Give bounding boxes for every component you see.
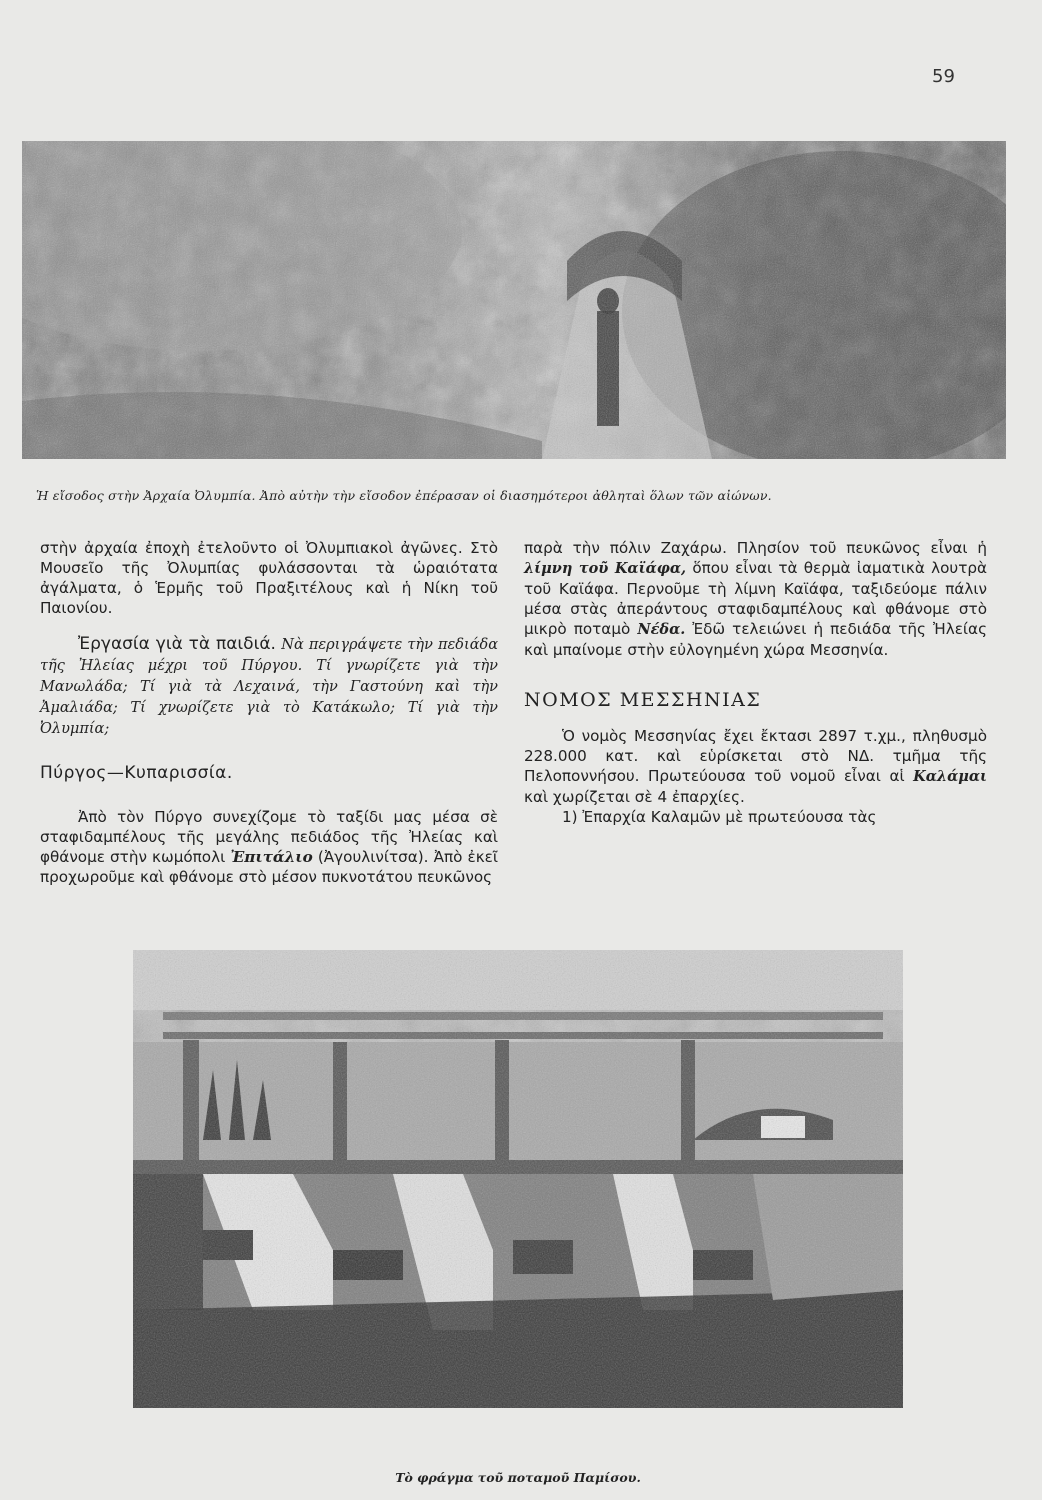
- eparchy-paragraph: 1) Ἐπαρχία Καλαμῶν μὲ πρωτεύουσα τὰς: [562, 808, 877, 826]
- kalamai-capital-name: Καλάμαι: [913, 768, 988, 785]
- olympia-entrance-illustration: [22, 141, 1006, 459]
- right-column: [524, 538, 987, 827]
- olympia-entrance-photo: [22, 141, 1006, 459]
- exercise-text: Νὰ περιγράψετε τὴν πεδιάδα τῆς Ἠλείας μέχρι τοῦ Πύργου. Τί γνωρίζετε γιὰ τὴν Μανωλάδα; Τί γιὰ τὰ Λεχαινά, τὴν Γαστούνη καὶ τὴν Ἀμαλιάδα; Τί χνωρίζετε γιὰ τὸ Κατάκωλο; Τί γιὰ τὴν Ὀλυμπία;: [40, 637, 499, 737]
- olympia-paragraph: στὴν ἀρχαία ἐποχὴ ἐτελοῦντο οἱ Ὀλυμπιακοὶ ἀγῶνες. Στὸ Μουσεῖο τῆς Ὀλυμπίας φυλάσσονται τὰ ὡραιότατα ἀγάλματα, ὁ Ἑρμῆς τοῦ Πραξιτέλους καὶ ἡ Νίκη τοῦ Παιονίου.: [40, 539, 498, 617]
- kaiafa-text-b: ὅπου εἶναι τὰ θερμὰ ἰαματικὰ λουτρὰ τοῦ Καϊάφα. Περνοῦμε τὴ λίμνη Καϊάφα, ταξιδεύομε πάλιν μέσα στὰς ἀπεράντους σταφιδαμπέλους καὶ φθάνομε στὸ μικρὸ ποταμὸ: [524, 559, 987, 638]
- exercise-paragraph: [40, 634, 498, 739]
- kaiafa-text-c: Ἐδῶ τελειώνει ἡ πεδιάδα τῆς Ἠλείας καὶ μπαίνομε στὴν εὐλογημένη χώρα Μεσσηνία.: [524, 620, 987, 659]
- left-column: [40, 538, 498, 887]
- kaiafa-lake-name: λίμνη τοῦ Καϊάφα,: [524, 560, 687, 577]
- section-heading-pyrgos-kyparissia: Πύργος—Κυπαρισσία.: [40, 763, 233, 783]
- exercise-heading: Ἐργασία γιὰ τὰ παιδιά.: [78, 634, 276, 654]
- page-number: 59: [932, 66, 955, 87]
- pyrgos-text-end: (Ἀγουλινίτσα). Ἀπὸ ἐκεῖ προχωροῦμε καὶ φθάνομε στὸ μέσον πυκνοτάτου πευκῶνος: [40, 848, 499, 886]
- kaiafa-paragraph: [524, 538, 987, 660]
- messinia-text-b: καὶ χωρίζεται σὲ 4 ἐπαρχίες.: [524, 788, 745, 806]
- pyrgos-text-start: Ἀπὸ τὸν Πύργο συνεχίζομε τὸ ταξίδι μας μέσα σὲ σταφιδαμπέλους τῆς μεγάλης πεδιάδος τῆς Ἠλείας καὶ φθάνομε στὴν κωμόπολι: [40, 808, 498, 866]
- pamisos-dam-photo: [133, 950, 903, 1408]
- top-photo-caption: Ἡ εἴσοδος στὴν Ἀρχαία Ὀλυμπία. Ἀπὸ αὐτὴν τὴν εἴσοδον ἐπέρασαν οἱ διασημότεροι ἀθληταὶ ὅλων τῶν αἰώνων.: [36, 488, 772, 503]
- epitalio-place-name: Ἐπιτάλιο: [230, 848, 313, 866]
- messinia-text-a: Ὁ νομὸς Μεσσηνίας ἔχει ἔκτασι 2897 τ.χμ., πληθυσμὸ 228.000 κατ. καὶ εὑρίσκεται στὸ ΝΔ. τμῆμα τῆς Πελοποννήσου. Πρωτεύουσα τοῦ νομοῦ εἶναι αἱ: [524, 727, 987, 785]
- kaiafa-text-a: παρὰ τὴν πόλιν Ζαχάρω. Πλησίον τοῦ πευκῶνος εἶναι ἡ: [524, 539, 987, 557]
- messinia-heading: ΝΟΜΟΣ ΜΕΣΣΗΝΙΑΣ: [524, 689, 762, 711]
- bottom-photo-caption: Τὸ φράγμα τοῦ ποταμοῦ Παμίσου.: [395, 1470, 641, 1485]
- neda-river-name: Νέδα.: [637, 621, 686, 638]
- messinia-paragraph: [524, 726, 987, 807]
- pamisos-dam-illustration: [133, 950, 903, 1408]
- pyrgos-paragraph: [40, 807, 498, 887]
